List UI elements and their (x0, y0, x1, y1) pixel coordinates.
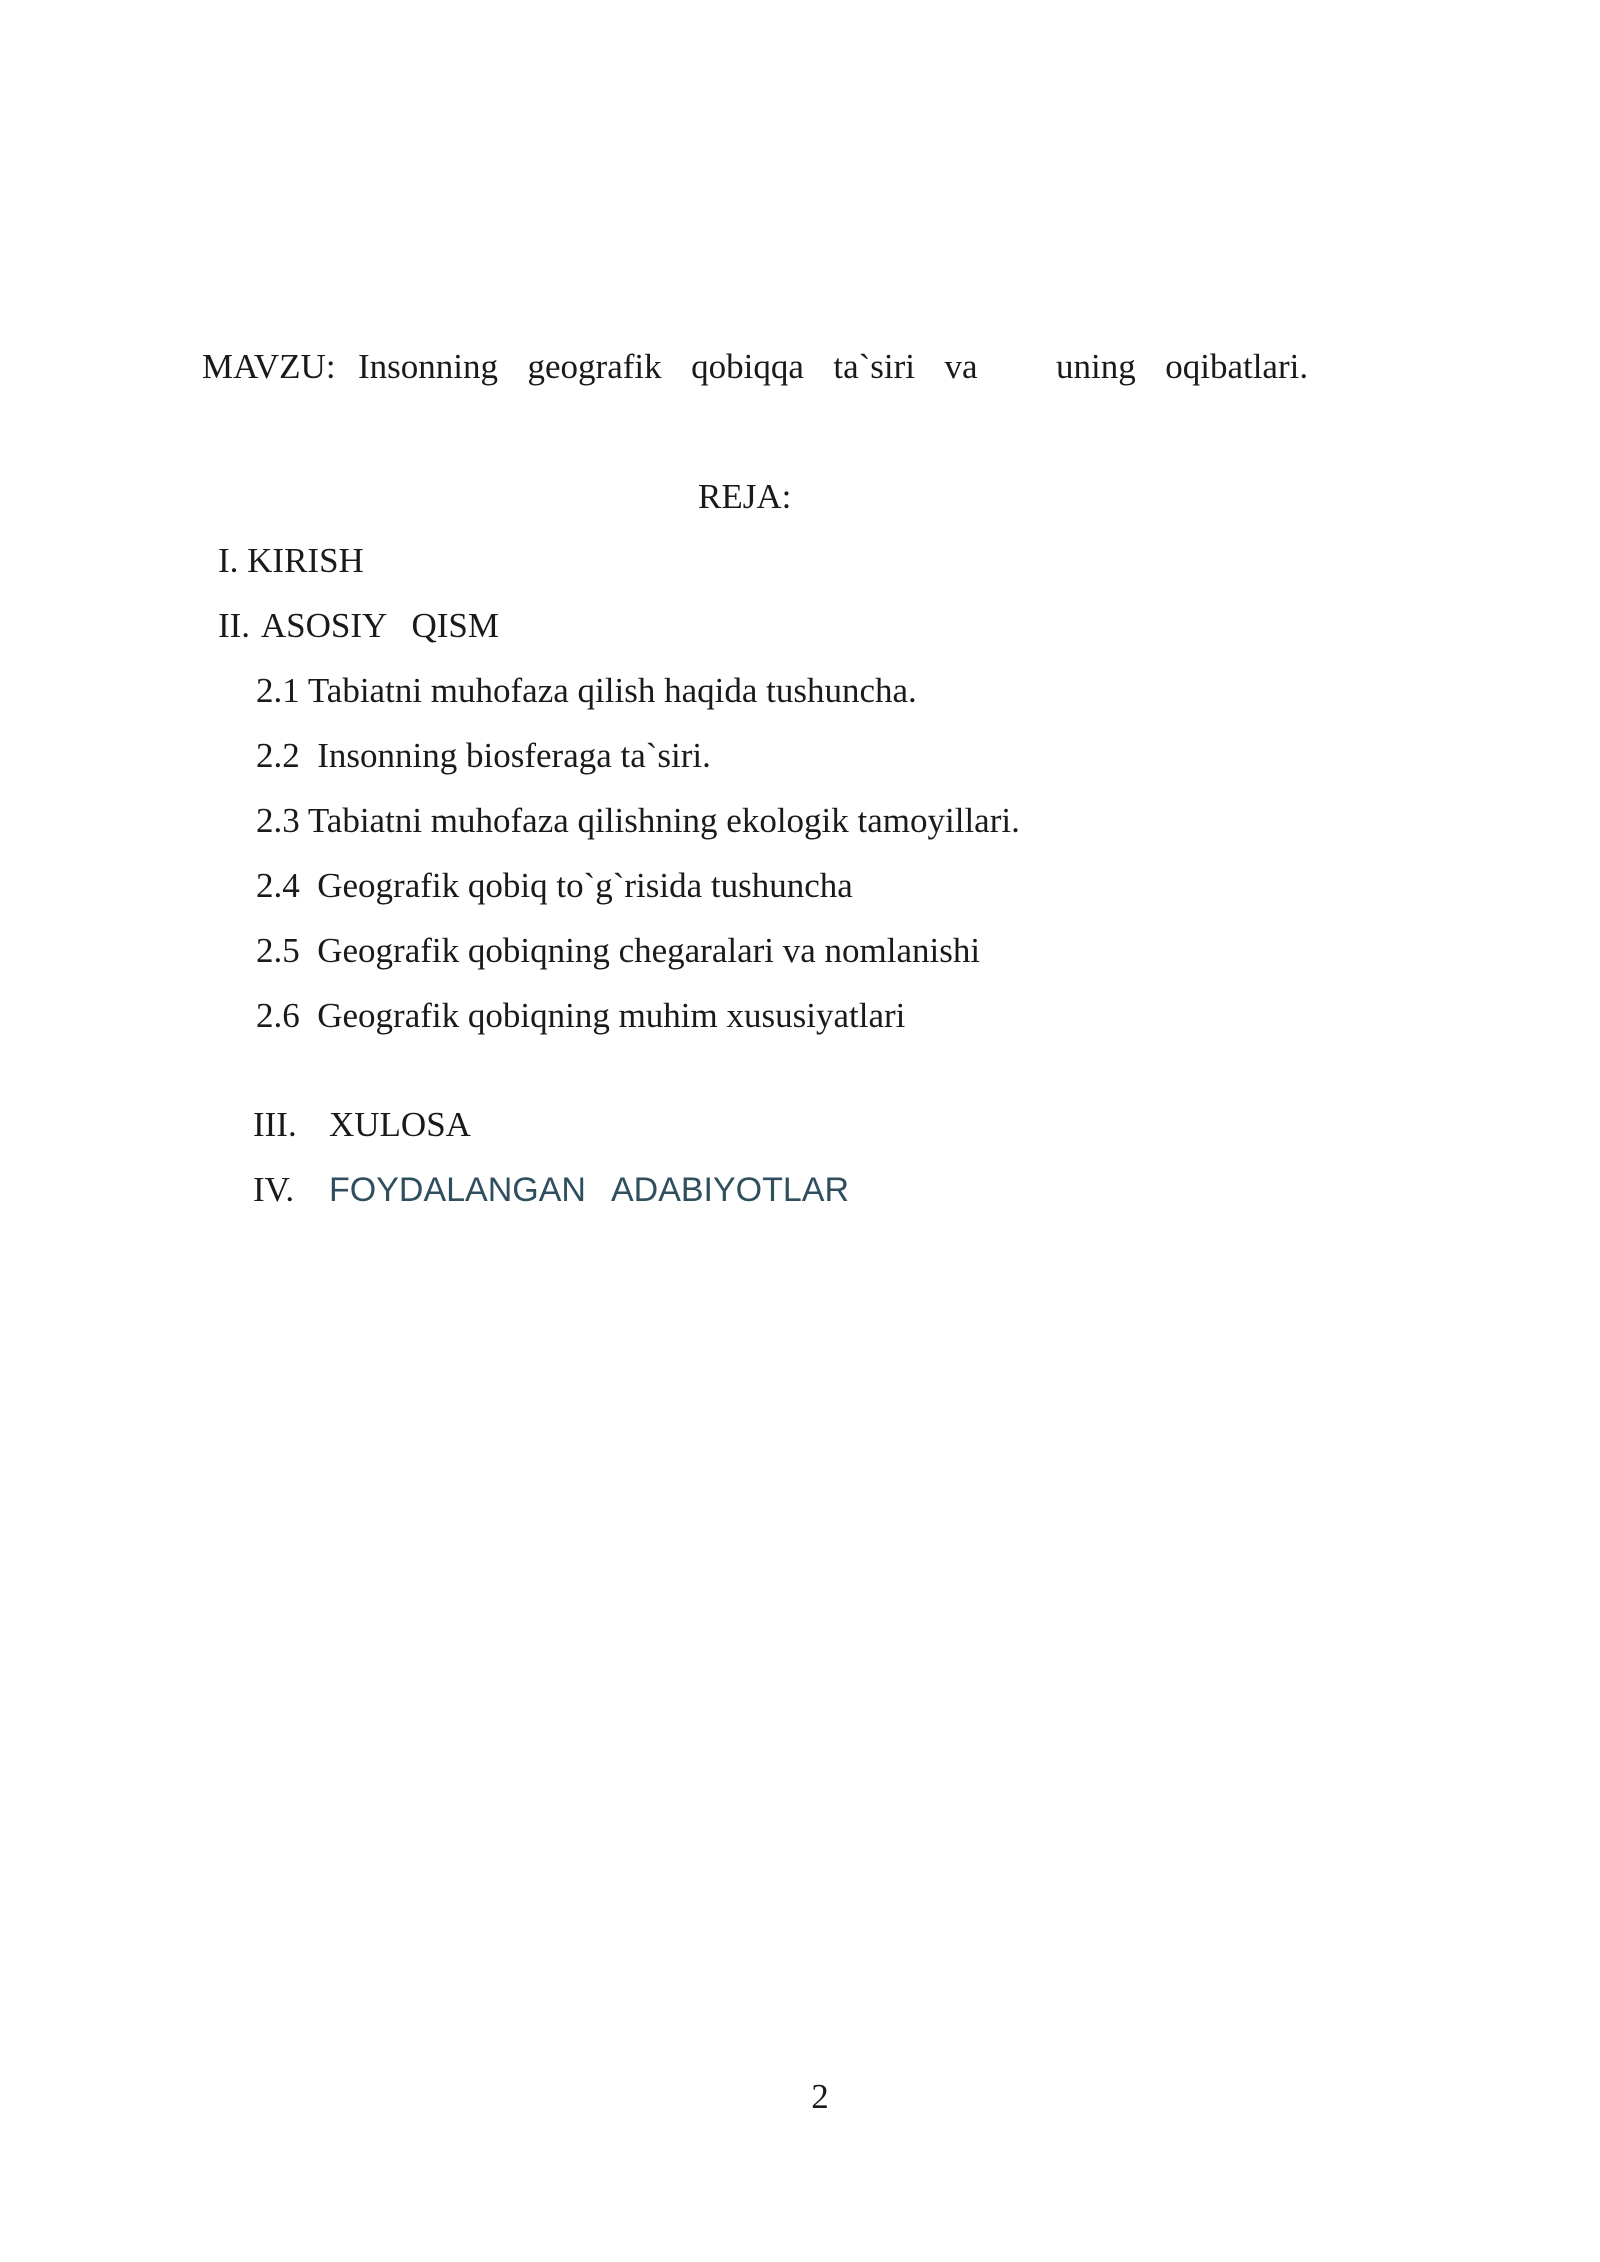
plan-heading: REJA: (698, 477, 792, 516)
plan-section-main-part: II. ASOSIY QISM (218, 606, 500, 645)
plan-subsection-2-2: 2.2 Insonning biosferaga ta`siri. (256, 736, 711, 775)
references-label: FOYDALANGAN ADABIYOTLAR (329, 1171, 850, 1209)
plan-subsection-2-4: 2.4 Geografik qobiq to`g`risida tushuncha (256, 866, 853, 905)
plan-subsection-2-1: 2.1 Tabiatni muhofaza qilish haqida tushuncha. (256, 671, 917, 710)
conclusion-label: XULOSA (329, 1105, 471, 1144)
topic-title-part2: uning oqibatlari. (1056, 347, 1309, 386)
plan-subsection-2-3: 2.3 Tabiatni muhofaza qilishning ekologik tamoyillari. (256, 801, 1020, 840)
plan-section-introduction: I. KIRISH (218, 541, 364, 580)
plan-section-references (218, 1124, 849, 1256)
plan-subsection-2-5: 2.5 Geografik qobiqning chegaralari va nomlanishi (256, 931, 981, 970)
topic-title-part1: Insonning geografik qobiqqa ta`siri va (358, 347, 978, 386)
topic-prefix: MAVZU: (202, 347, 336, 386)
conclusion-numeral: III. (253, 1105, 297, 1144)
page-number: 2 (811, 2077, 829, 2116)
references-numeral: IV. (253, 1170, 295, 1209)
plan-subsection-2-6: 2.6 Geografik qobiqning muhim xususiyatlari (256, 996, 906, 1035)
